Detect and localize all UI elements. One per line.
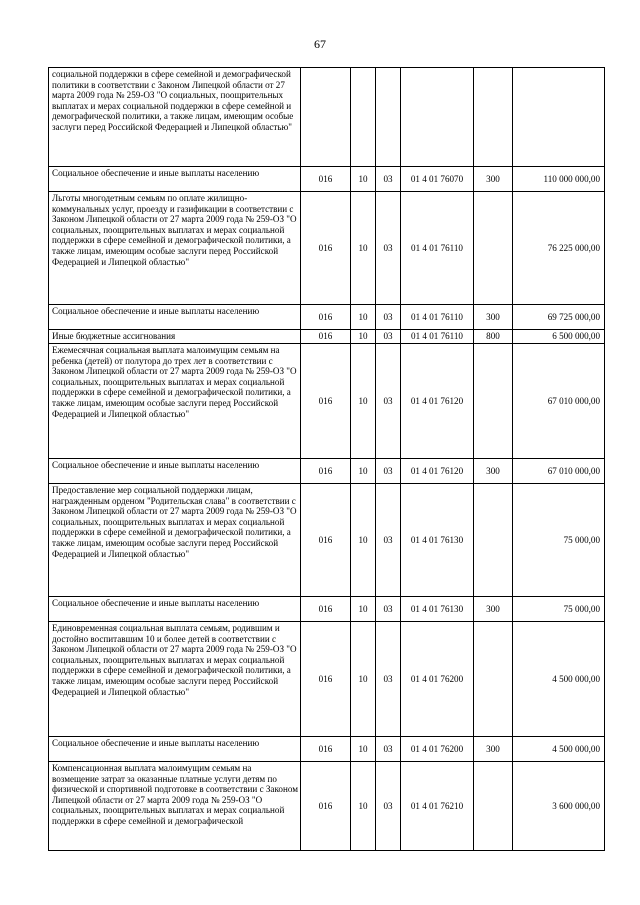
row-admin-code: 016 [301,167,351,192]
row-admin-code: 016 [301,622,351,737]
row-subsection: 03 [376,762,401,851]
row-section: 10 [351,305,376,330]
row-expense-type [474,68,513,167]
row-admin-code: 016 [301,192,351,305]
table-row [49,459,605,484]
row-subsection: 03 [376,305,401,330]
row-name: Ежемесячная социальная выплата малоимущим семьям на ребенка (детей) от полутора до трех лет в соответствии с Законом Липецкой области от 27 марта 2009 года № 259-ОЗ "О социальных, поощрительных выплатах и мерах социальной поддержки в сфере семейной и демографической политики, а также лицам, имеющим особые заслуги перед Российской Федерацией и Липецкой областью" [49,344,301,459]
row-subsection: 03 [376,737,401,762]
row-name: Единовременная социальная выплата семьям, родившим и достойно воспитавшим 10 и более детей в соответствии с Законом Липецкой области от 27 марта 2009 года № 259-ОЗ "О социальных, поощрительных выплатах и мерах социальной поддержки в сфере семейной и демографической политики, а также лицам, имеющим особые заслуги перед Российской Федерацией и Липецкой областью" [49,622,301,737]
row-expense-type: 800 [474,330,513,344]
row-name: Социальное обеспечение и иные выплаты населению [49,305,301,330]
row-target-code: 01 4 01 76070 [401,167,474,192]
row-target-code: 01 4 01 76120 [401,459,474,484]
row-section: 10 [351,459,376,484]
row-section: 10 [351,344,376,459]
table-row [49,597,605,622]
row-subsection: 03 [376,622,401,737]
table-row [49,484,605,597]
row-name: Социальное обеспечение и иные выплаты населению [49,167,301,192]
row-expense-type [474,192,513,305]
row-admin-code: 016 [301,344,351,459]
row-target-code: 01 4 01 76120 [401,344,474,459]
row-target-code: 01 4 01 76110 [401,192,474,305]
row-subsection: 03 [376,597,401,622]
row-section [351,68,376,167]
row-section: 10 [351,330,376,344]
row-sum: 3 600 000,00 [513,762,605,851]
table-row [49,192,605,305]
row-sum [513,68,605,167]
table-row [49,68,605,167]
row-subsection [376,68,401,167]
table-row [49,737,605,762]
row-name: Социальное обеспечение и иные выплаты населению [49,459,301,484]
table-row [49,305,605,330]
row-sum: 67 010 000,00 [513,344,605,459]
row-sum: 75 000,00 [513,597,605,622]
row-section: 10 [351,192,376,305]
row-target-code: 01 4 01 76110 [401,330,474,344]
table-row [49,622,605,737]
row-sum: 4 500 000,00 [513,622,605,737]
row-admin-code [301,68,351,167]
row-admin-code: 016 [301,597,351,622]
row-sum: 6 500 000,00 [513,330,605,344]
row-name: Социальное обеспечение и иные выплаты населению [49,737,301,762]
row-expense-type: 300 [474,597,513,622]
row-section: 10 [351,167,376,192]
table-row [49,762,605,851]
row-expense-type: 300 [474,305,513,330]
row-expense-type: 300 [474,459,513,484]
row-admin-code: 016 [301,762,351,851]
row-target-code: 01 4 01 76130 [401,484,474,597]
row-name: Предоставление мер социальной поддержки лицам, награжденным орденом "Родительская слава" в соответствии с Законом Липецкой области от 27 марта 2009 года № 259-ОЗ "О социальных, поощрительных выплатах и мерах социальной поддержки в сфере семейной и демографической политики, а также лицам, имеющим особые заслуги перед Российской Федерацией и Липецкой областью" [49,484,301,597]
row-subsection: 03 [376,459,401,484]
row-expense-type [474,762,513,851]
row-target-code: 01 4 01 76110 [401,305,474,330]
row-name: Компенсационная выплата малоимущим семьям на возмещение затрат за оказанные платные услуги детям по физической и спортивной подготовке в соответствии с Законом Липецкой области от 27 марта 2009 года № 259-ОЗ "О социальных, поощрительных выплатах и мерах социальной поддержки в сфере семейной и демографической [49,762,301,851]
row-target-code: 01 4 01 76210 [401,762,474,851]
row-sum: 69 725 000,00 [513,305,605,330]
row-section: 10 [351,597,376,622]
budget-table [48,67,605,851]
row-section: 10 [351,484,376,597]
row-target-code: 01 4 01 76130 [401,597,474,622]
row-subsection: 03 [376,330,401,344]
row-section: 10 [351,762,376,851]
row-sum: 76 225 000,00 [513,192,605,305]
row-target-code [401,68,474,167]
row-expense-type: 300 [474,737,513,762]
row-sum: 67 010 000,00 [513,459,605,484]
row-target-code: 01 4 01 76200 [401,622,474,737]
row-sum: 75 000,00 [513,484,605,597]
table-row [49,330,605,344]
row-subsection: 03 [376,167,401,192]
row-name: Социальное обеспечение и иные выплаты населению [49,597,301,622]
row-admin-code: 016 [301,484,351,597]
row-sum: 110 000 000,00 [513,167,605,192]
row-subsection: 03 [376,344,401,459]
table-row [49,344,605,459]
row-expense-type [474,622,513,737]
row-admin-code: 016 [301,330,351,344]
row-target-code: 01 4 01 76200 [401,737,474,762]
row-sum: 4 500 000,00 [513,737,605,762]
row-expense-type [474,484,513,597]
row-subsection: 03 [376,484,401,597]
row-expense-type [474,344,513,459]
row-section: 10 [351,737,376,762]
row-name: Иные бюджетные ассигнования [49,330,301,344]
row-expense-type: 300 [474,167,513,192]
row-name: социальной поддержки в сфере семейной и демографической политики в соответствии с Законом Липецкой области от 27 марта 2009 года № 259-ОЗ "О социальных, поощрительных выплатах и мерах социальной поддержки в сфере семейной и демографической политики, а также лицам, имеющим особые заслуги перед Российской Федерацией и Липецкой областью" [49,68,301,167]
row-admin-code: 016 [301,305,351,330]
row-name: Льготы многодетным семьям по оплате жилищно-коммунальных услуг, проезду и газификации в соответствии с Законом Липецкой области от 27 марта 2009 года № 259-ОЗ "О социальных, поощрительных выплатах и мерах социальной поддержки в сфере семейной и демографической политики, а также лицам, имеющим особые заслуги перед Российской Федерацией и Липецкой областью" [49,192,301,305]
row-subsection: 03 [376,192,401,305]
page-number: 67 [314,37,326,51]
row-admin-code: 016 [301,737,351,762]
table-row [49,167,605,192]
row-section: 10 [351,622,376,737]
row-admin-code: 016 [301,459,351,484]
